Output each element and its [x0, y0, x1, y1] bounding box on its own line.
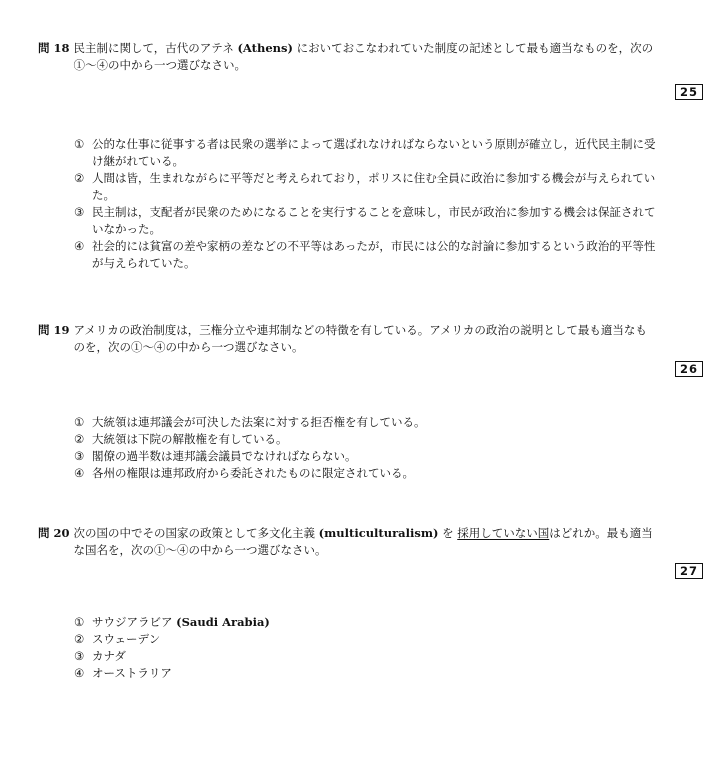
- question-18: [38, 40, 658, 74]
- question-19: [38, 322, 658, 356]
- option-2: [74, 431, 658, 448]
- option-text: 閣僚の過半数は連邦議会議員でなければならない。: [92, 449, 357, 463]
- question-text-part: 次の国の中でその国家の政策として多文化主義: [73, 526, 319, 540]
- option-1: [74, 414, 658, 431]
- option-text: 民主制は，支配者が民衆のためになることを実行することを意味し，市民が政治に参加する機会は保証されていなかった。: [92, 205, 656, 236]
- option-mark: ③: [74, 449, 85, 463]
- question-text-english: (Athens): [237, 41, 293, 55]
- question-text-english: (multiculturalism): [318, 526, 439, 540]
- option-text: 人間は皆，生まれながらに平等だと考えられており，ポリスに住む全員に政治に参加する機会が与えられていた。: [92, 171, 656, 202]
- option-mark: ①: [74, 415, 85, 429]
- option-4: [74, 665, 658, 682]
- option-mark: ④: [74, 666, 85, 680]
- question-text-part: 民主制に関して，古代のアテネ: [73, 41, 238, 55]
- question-text: [74, 40, 658, 74]
- question-number: 問 18: [38, 41, 70, 55]
- option-text: 社会的には貧富の差や家柄の差などの不平等はあったが，市民には公的な討論に参加するという政治的平等性が与えられていた。: [92, 239, 656, 270]
- answer-box-27: 27: [675, 563, 703, 579]
- option-mark: ①: [74, 615, 85, 629]
- option-4: [74, 238, 658, 272]
- question-19-options: [74, 414, 658, 482]
- question-20: [38, 525, 658, 559]
- option-1: [74, 614, 658, 631]
- option-text: [92, 614, 658, 631]
- option-1: [74, 136, 658, 170]
- option-mark: ②: [74, 171, 85, 185]
- option-text: カナダ: [92, 649, 126, 663]
- option-text: 大統領は連邦議会が可決した法案に対する拒否権を有している。: [92, 415, 426, 429]
- option-2: [74, 170, 658, 204]
- answer-box-25: 25: [675, 84, 703, 100]
- question-text-part: はどれか。最も適当な国名を，次の①〜④の中から一つ選びなさい。: [73, 526, 653, 557]
- question-19-header: [38, 322, 658, 356]
- question-text: [74, 525, 658, 559]
- option-text: 公的な仕事に従事する者は民衆の選挙によって選ばれなければならないという原則が確立し，近代民主制に受け継がれている。: [92, 137, 656, 168]
- option-text-english: (Saudi Arabia): [176, 615, 270, 629]
- question-text-part: においておこなわれていた制度の記述として最も適当なものを，次の①〜④の中から一つ選びなさい。: [73, 41, 654, 72]
- question-text: アメリカの政治制度は，三権分立や連邦制などの特徴を有している。アメリカの政治の説明として最も適当なものを，次の①〜④の中から一つ選びなさい。: [73, 323, 647, 354]
- option-text-part: サウジアラビア: [92, 615, 177, 629]
- option-mark: ②: [74, 432, 85, 446]
- question-text-underlined: 採用していない国: [457, 526, 550, 540]
- answer-box-26: 26: [675, 361, 703, 377]
- option-mark: ③: [74, 205, 85, 219]
- option-mark: ④: [74, 239, 85, 253]
- option-text: スウェーデン: [92, 632, 161, 646]
- question-number: 問 20: [38, 526, 70, 540]
- option-mark: ③: [74, 649, 85, 663]
- question-20-options: [74, 614, 658, 682]
- option-3: [74, 648, 658, 665]
- option-mark: ④: [74, 466, 85, 480]
- question-20-header: [38, 525, 658, 559]
- option-text: オーストラリア: [92, 666, 172, 680]
- question-18-header: [38, 40, 658, 74]
- option-mark: ②: [74, 632, 85, 646]
- question-number: 問 19: [38, 323, 70, 337]
- question-text-part: を: [438, 526, 458, 540]
- option-text: 各州の権限は連邦政府から委託されたものに限定されている。: [92, 466, 414, 480]
- option-4: [74, 465, 658, 482]
- option-2: [74, 631, 658, 648]
- option-mark: ①: [74, 137, 85, 151]
- option-text: 大統領は下院の解散権を有している。: [92, 432, 288, 446]
- option-3: [74, 448, 658, 465]
- option-3: [74, 204, 658, 238]
- question-18-options: [74, 136, 658, 272]
